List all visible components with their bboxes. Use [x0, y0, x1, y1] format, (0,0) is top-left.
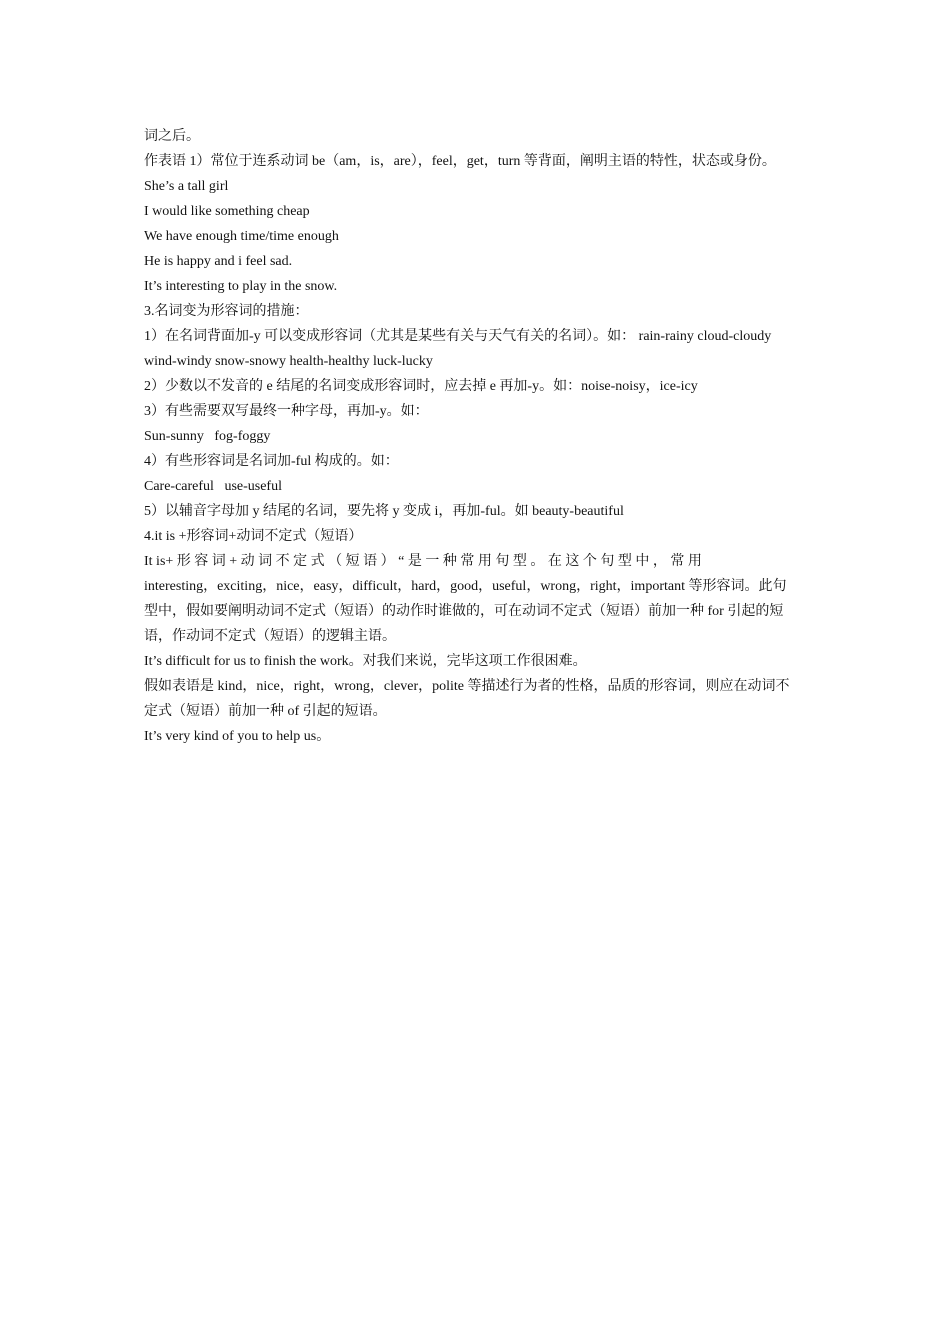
text-line: 型中，假如要阐明动词不定式（短语）的动作时谁做的，可在动词不定式（短语）前加一种 for 引起的短: [144, 604, 784, 619]
example-sentence: It’s difficult for us to finish the work。对我们来说，完毕这项工作很困难。: [144, 654, 587, 669]
text-line: 语，作动词不定式（短语）的逻辑主语。: [144, 629, 396, 644]
section-heading: 3.名词变为形容词的措施：: [144, 304, 309, 319]
text-line: 4）有些形容词是名词加-ful 构成的。如：: [144, 454, 399, 469]
section-heading: 4.it is +形容词+动词不定式（短语）: [144, 529, 363, 544]
text-line: 假如表语是 kind，nice，right，wrong，clever，polite 等描述行为者的性格，品质的形容词，则应在动词不: [144, 679, 790, 694]
example-sentence: I would like something cheap: [144, 204, 310, 219]
example-words: Care-careful use-useful: [144, 479, 282, 494]
example-sentence: We have enough time/time enough: [144, 229, 339, 244]
document-page: [144, 124, 808, 749]
text-line: 1）在名词背面加-y 可以变成形容词（尤其是某些有关与天气有关的名词）。如： rain-rainy cloud-cloudy: [144, 329, 772, 344]
example-sentence: He is happy and i feel sad.: [144, 254, 293, 269]
example-sentence: She’s a tall girl: [144, 179, 229, 194]
text-line: wind-windy snow-snowy health-healthy luck-lucky: [144, 354, 433, 369]
text-line: interesting，exciting，nice，easy，difficult，hard，good，useful，wrong，right，important 等形容词。此句: [144, 579, 787, 594]
text-line: 3）有些需要双写最终一种字母，再加-y。如：: [144, 404, 429, 419]
text-line: 作表语 1）常位于连系动词 be（am，is，are），feel，get，turn 等背面，阐明主语的特性，状态或身份。: [144, 154, 776, 169]
text-line: 定式（短语）前加一种 of 引起的短语。: [144, 704, 387, 719]
text-line: 词之后。: [144, 129, 200, 144]
example-words: Sun-sunny fog-foggy: [144, 429, 271, 444]
example-sentence: It’s interesting to play in the snow.: [144, 279, 338, 294]
text-line: It is+ 形 容 词 + 动 词 不 定 式 （ 短 语 ） “ 是 一 种 常 用 句 型 。 在 这 个 句 型 中 ， 常 用: [144, 554, 702, 569]
text-line: 5）以辅音字母加 y 结尾的名词，要先将 y 变成 i，再加-ful。如 beauty-beautiful: [144, 504, 624, 519]
example-sentence: It’s very kind of you to help us。: [144, 729, 331, 744]
text-line: 2）少数以不发音的 e 结尾的名词变成形容词时，应去掉 e 再加-y。如：noise-noisy，ice-icy: [144, 379, 698, 394]
